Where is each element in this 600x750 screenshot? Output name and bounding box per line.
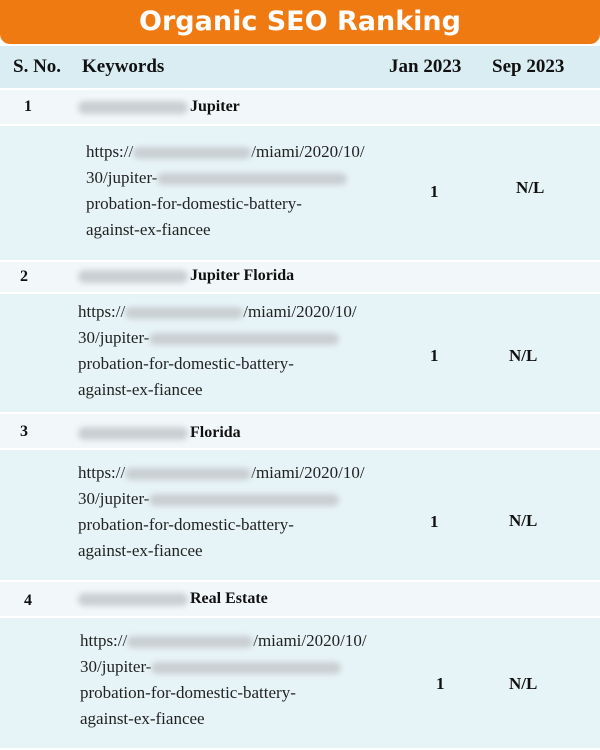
keyword-cell <box>78 98 240 116</box>
row-number: 2 <box>20 268 28 285</box>
table-header <box>0 46 600 88</box>
sep-2023-rank: N/L <box>516 178 545 197</box>
ranking-url: https:// /miami/2020/10/ 30/jupiter- probation-for-domestic-battery- against-ex-fiancee <box>78 302 357 399</box>
keyword-text: Real Estate <box>190 590 268 607</box>
redacted-brand <box>78 101 188 114</box>
keyword-cell <box>78 424 241 442</box>
ranking-url: https:// /miami/2020/10/ 30/jupiter- probation-for-domestic-battery- against-ex-fiancee <box>86 142 365 239</box>
jan-2023-rank: 1 <box>430 182 439 201</box>
keyword-text: Jupiter <box>190 98 240 115</box>
column-header-keywords: Keywords <box>82 56 165 77</box>
ranking-url: https:// /miami/2020/10/ 30/jupiter- probation-for-domestic-battery- against-ex-fiancee <box>78 463 365 560</box>
redacted-brand <box>78 593 188 606</box>
jan-2023-rank: 1 <box>430 512 439 531</box>
page-title: Organic SEO Ranking <box>0 0 600 44</box>
redacted-brand <box>78 427 188 440</box>
redacted-domain <box>127 636 253 648</box>
redacted-domain <box>133 147 251 159</box>
keyword-cell <box>78 590 268 608</box>
row-number: 1 <box>24 98 32 115</box>
column-header-jan-2023: Jan 2023 <box>389 56 462 77</box>
sep-2023-rank: N/L <box>509 511 538 530</box>
column-header-sep-2023: Sep 2023 <box>492 56 565 77</box>
keyword-cell <box>78 267 294 285</box>
redacted-domain <box>125 468 251 480</box>
column-header-sno: S. No. <box>13 56 62 77</box>
sep-2023-rank: N/L <box>509 346 538 365</box>
redacted-slug <box>157 173 347 185</box>
row-number: 4 <box>24 592 32 609</box>
sep-2023-rank: N/L <box>509 674 538 693</box>
row-number: 3 <box>20 423 28 440</box>
redacted-brand <box>78 270 188 283</box>
redacted-slug <box>151 662 341 674</box>
keyword-text: Jupiter Florida <box>190 267 295 284</box>
ranking-url: https:// /miami/2020/10/ 30/jupiter- probation-for-domestic-battery- against-ex-fiancee <box>80 631 367 728</box>
jan-2023-rank: 1 <box>430 346 439 365</box>
redacted-domain <box>125 307 243 319</box>
keyword-text: Florida <box>190 424 241 441</box>
redacted-slug <box>149 333 339 345</box>
redacted-slug <box>149 494 339 506</box>
jan-2023-rank: 1 <box>436 674 445 693</box>
